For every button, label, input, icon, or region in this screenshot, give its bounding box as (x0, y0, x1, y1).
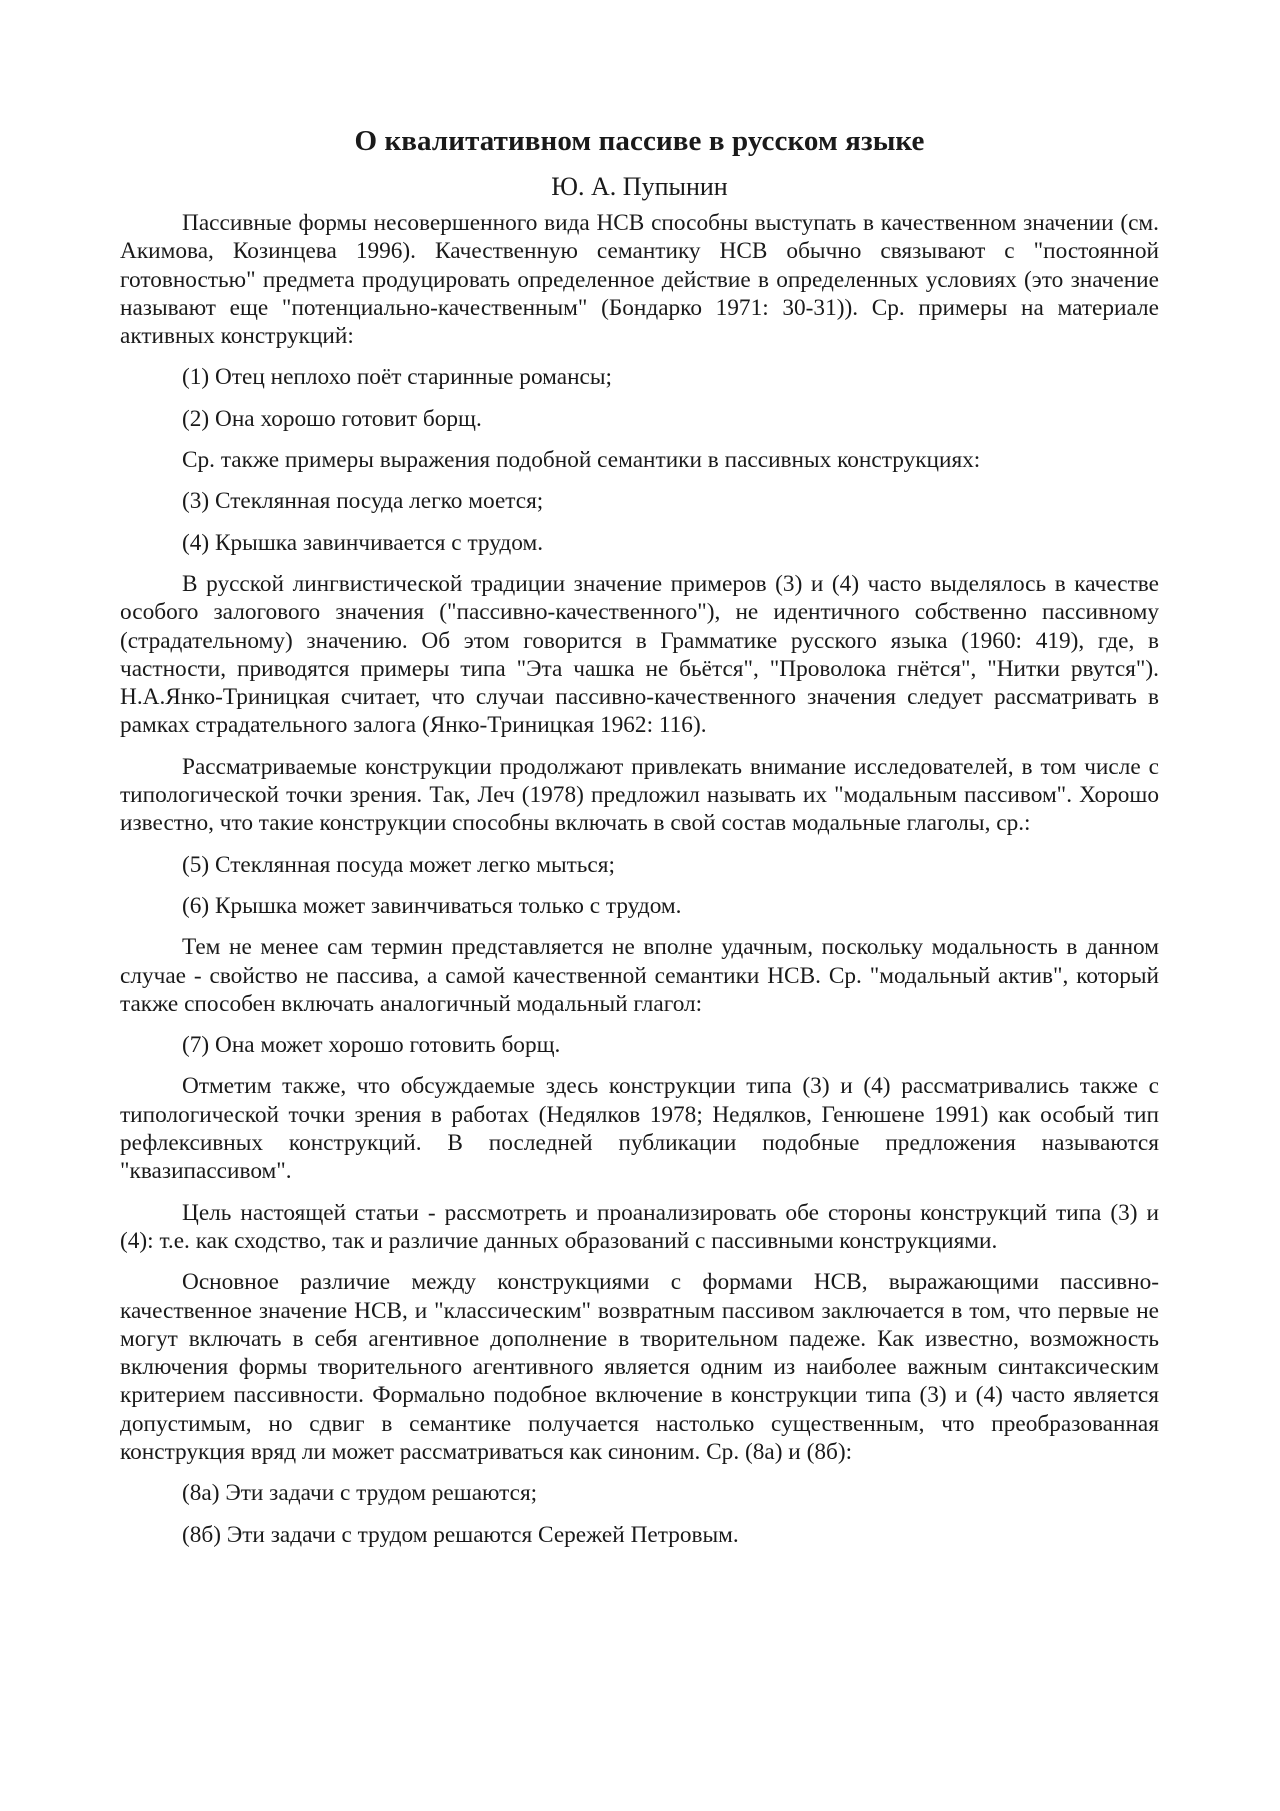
paragraph: Тем не менее сам термин представляется не вполне удачным, поскольку модальность в данном случае - свойство не пассива, а самой качественной семантики НСВ. Ср. "модальный актив", который также способен включать аналогичный модальный глагол: (120, 934, 1159, 1017)
paragraph: В русской лингвистической традиции значение примеров (3) и (4) часто выделялось в качестве особого залогового значения ("пассивно-качественного"), не идентичного собственно пассивному (страдательному) значению. Об этом говорится в Грамматике русского языка (1960: 419), где, в частности, приводятся примеры типа "Эта чашка не бьётся", "Проволока гнётся", "Нитки рвутся"). Н.А.Янко-Триницкая считает, что случаи пассивно-качественного значения следует рассматривать в рамках страдательного залога (Янко-Триницкая 1962: 116). (120, 570, 1159, 739)
example-sentence: (3) Стеклянная посуда легко моется; (182, 488, 544, 515)
example-sentence: (8б) Эти задачи с трудом решаются Сережей Петровым. (182, 1521, 739, 1548)
example-sentence: (5) Стеклянная посуда может легко мыться; (182, 851, 615, 878)
paragraph: Цель настоящей статьи - рассмотреть и проанализировать обе стороны конструкций типа (3) и (4): т.е. как сходство, так и различие данных образований с пассивными конструкциями. (120, 1199, 1159, 1254)
paragraph: Пассивные формы несовершенного вида НСВ способны выступать в качественном значении (см. Акимова, Козинцева 1996). Качественную семантику НСВ обычно связывают с "постоянной готовностью" предмета продуцировать определенное действие в определенных условиях (это значение называют еще "потенциально-качественным" (Бондарко 1971: 30-31)). Ср. примеры на материале активных конструкций: (120, 210, 1159, 350)
example-sentence: (2) Она хорошо готовит борщ. (182, 405, 482, 432)
document-page (120, 118, 1159, 1562)
paragraph: Отметим также, что обсуждаемые здесь конструкции типа (3) и (4) рассматривались также с типологической точки зрения в работах (Недялков 1978; Недялков, Генюшене 1991) как особый тип рефлексивных конструкций. В последней публикации подобные предложения называются "квазипассивом". (120, 1073, 1159, 1185)
paragraph: Рассматриваемые конструкции продолжают привлекать внимание исследователей, в том числе с типологической точки зрения. Так, Леч (1978) предложил называть их "модальным пассивом". Хорошо известно, что такие конструкции способны включать в свой состав модальные глаголы, ср.: (120, 753, 1159, 837)
example-sentence: (8а) Эти задачи с трудом решаются; (182, 1480, 538, 1507)
example-sentence: (6) Крышка может завинчиваться только с трудом. (182, 892, 682, 919)
author-name: Ю. А. Пупынин (551, 172, 728, 201)
example-intro: Ср. также примеры выражения подобной семантики в пассивных конструкциях: (182, 447, 981, 474)
example-sentence: (7) Она может хорошо готовить борщ. (182, 1032, 561, 1059)
example-sentence: (4) Крышка завинчивается с трудом. (182, 529, 544, 556)
paragraph: Основное различие между конструкциями с формами НСВ, выражающими пассивно-качественное значение НСВ, и "классическим" возвратным пассивом заключается в том, что первые не могут включать в себя агентивное дополнение в творительном падеже. Как известно, возможность включения формы творительного агентивного является одним из наиболее важным синтаксическим критерием пассивности. Формально подобное включение в конструкции типа (3) и (4) часто является допустимым, но сдвиг в семантике получается настолько существенным, что преобразованная конструкция вряд ли может рассматриваться как синоним. Ср. (8а) и (8б): (120, 1269, 1159, 1465)
article-title: О квалитативном пассиве в русском языке (354, 125, 925, 157)
example-sentence: (1) Отец неплохо поёт старинные романсы; (182, 364, 613, 391)
